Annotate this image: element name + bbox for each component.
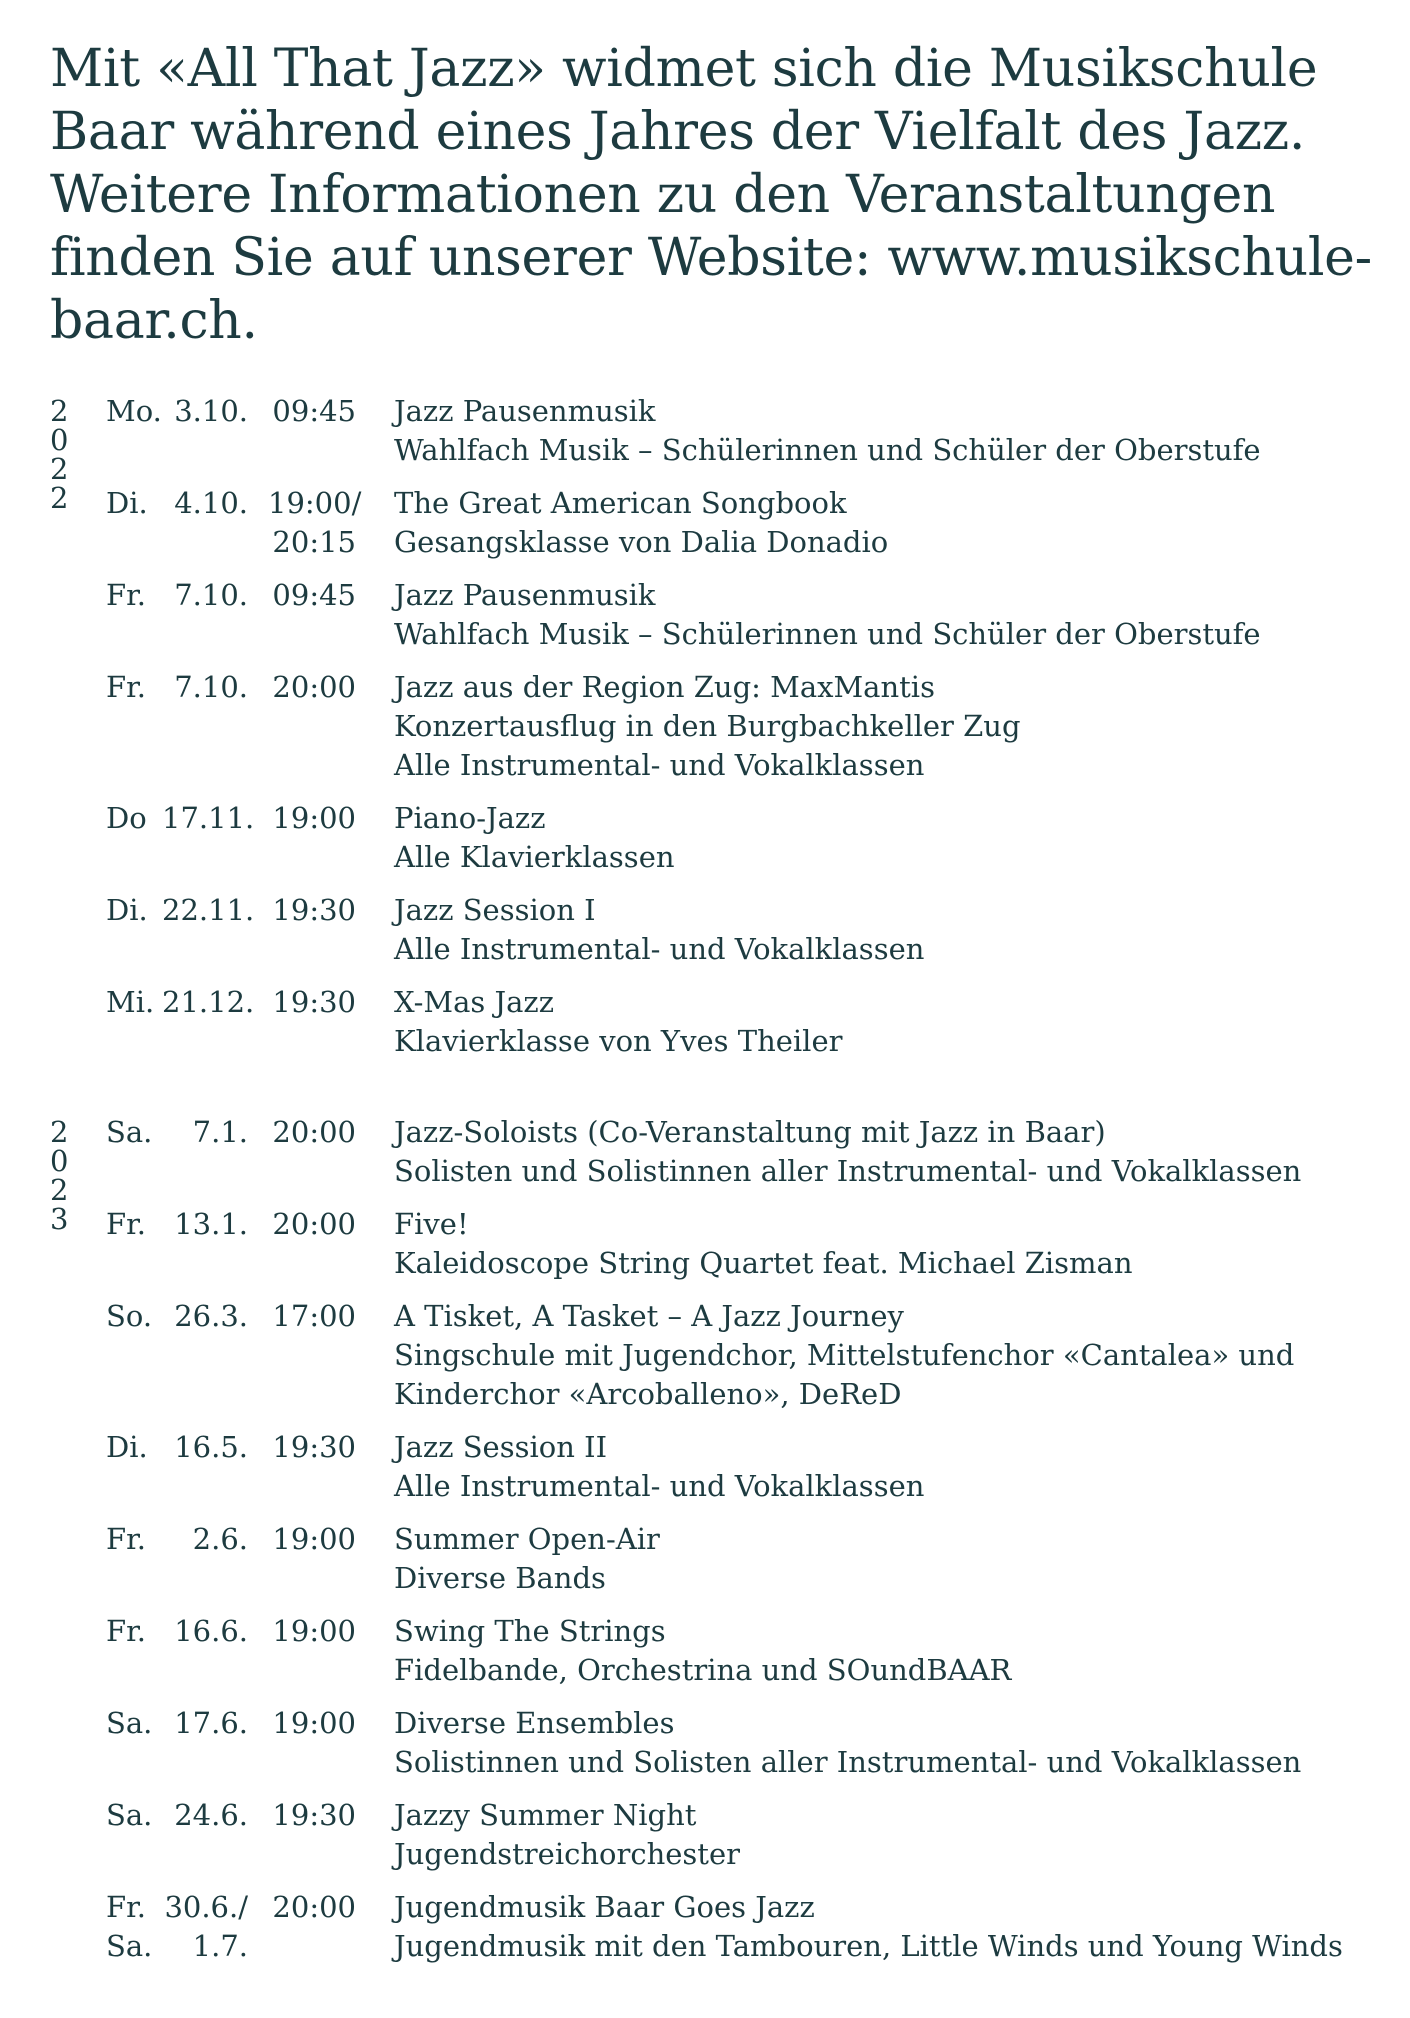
event-description-line: Solistinnen und Solisten aller Instrumental- und Vokalklassen [394,1745,1302,1779]
year-digit: 2 [50,394,69,428]
event-description-line: Fidelbande, Orchestrina und SOundBAAR [394,1653,1012,1687]
event-day-line: Sa. [106,1929,153,1963]
event-row [106,1520,1390,1598]
event-day-line: Mo. [106,394,162,428]
event-schedule [50,392,1390,2018]
event-description-line: Jazz aus der Region Zug: MaxMantis [394,670,935,704]
event-row [106,1704,1390,1782]
event-description-line: A Tisket, A Tasket – A Jazz Journey [394,1299,904,1333]
event-time-line: 19:00 [272,1614,356,1648]
event-date [162,392,268,470]
event-date-line: 4.10. [174,486,248,520]
event-description-line: Alle Instrumental- und Vokalklassen [394,748,925,782]
event-day-line: Fr. [106,1522,147,1556]
event-description-line: Jazz-Soloists (Co-Veranstaltung mit Jazz in Baar) [394,1115,1106,1149]
event-date-line: 16.6. [174,1614,248,1648]
event-day-line: Do [106,801,147,835]
event-description [394,1520,1390,1598]
event-date [162,1205,268,1283]
event-time [268,392,394,470]
event-day-line: Sa. [106,1798,153,1832]
event-time-line: 19:00 [272,801,356,835]
event-date-line: 2.6. [192,1522,248,1556]
year-digit: 2 [50,452,69,486]
event-day [106,799,162,877]
event-time-line: 09:45 [272,394,356,428]
event-time [268,1428,394,1506]
event-time [268,983,394,1061]
event-row [106,392,1390,470]
year-block [50,1113,1390,1980]
event-day [106,1428,162,1506]
year-block [50,392,1390,1075]
event-date-line: 16.5. [174,1430,248,1464]
event-description-line: Diverse Bands [394,1561,606,1595]
event-description [394,576,1390,654]
event-time-line: 20:15 [272,525,356,559]
event-row [106,1113,1390,1191]
event-description-line: Alle Instrumental- und Vokalklassen [394,1469,925,1503]
event-date [162,891,268,969]
event-time [268,1297,394,1414]
event-day [106,891,162,969]
event-date-line: 7.1. [192,1115,248,1149]
event-date [162,1297,268,1414]
event-description [394,1704,1390,1782]
event-description-line: Swing The Strings [394,1614,666,1648]
event-day-line: Sa. [106,1706,153,1740]
event-day-line: Di. [106,893,148,927]
event-date [162,576,268,654]
event-date-line: 3.10. [174,394,248,428]
event-time [268,1520,394,1598]
event-description-line: The Great American Songbook [394,486,847,520]
event-day-line: Sa. [106,1115,153,1149]
event-day-line: Fr. [106,578,147,612]
event-description-line: Klavierklasse von Yves Theiler [394,1024,843,1058]
event-description [394,392,1390,470]
event-day-line: Fr. [106,1614,147,1648]
event-date-line: 1.7. [192,1929,248,1963]
event-description-line: Diverse Ensembles [394,1706,675,1740]
intro-text: Mit «All That Jazz» widmet sich die Musikschule Baar während eines Jahres der Vielfalt des Jazz. Weitere Informationen zu den Veranstaltungen finden Sie auf unserer Website: www.musikschule-baar.ch. [50,39,1372,351]
event-time [268,484,394,562]
event-description-line: Konzertausflug in den Burgbachkeller Zug [394,709,1021,743]
event-date [162,1428,268,1506]
event-description-line: Summer Open-Air [394,1522,660,1556]
event-row [106,1796,1390,1874]
event-row [106,891,1390,969]
event-description-line: Wahlfach Musik – Schülerinnen und Schüler der Oberstufe [394,433,1261,467]
event-description-line: X-Mas Jazz [394,985,554,1019]
event-date-line: 7.10. [174,670,248,704]
event-description [394,1612,1390,1690]
event-description [394,668,1390,785]
event-date-line: 13.1. [174,1207,248,1241]
event-row [106,576,1390,654]
event-description [394,1297,1390,1414]
event-description-line: Five! [394,1207,469,1241]
event-day-line: Fr. [106,670,147,704]
event-time [268,799,394,877]
event-day [106,983,162,1061]
event-description-line: Jazz Pausenmusik [394,578,656,612]
event-date-line: 17.11. [162,801,255,835]
event-date-line: 24.6. [174,1798,248,1832]
event-description-line: Singschule mit Jugendchor, Mittelstufenchor «Cantalea» und [394,1338,1295,1372]
event-time [268,1704,394,1782]
event-description [394,1113,1390,1191]
event-day [106,1796,162,1874]
event-row [106,1297,1390,1414]
year-digit: 2 [50,1115,69,1149]
event-description-line: Jugendmusik Baar Goes Jazz [394,1890,815,1924]
event-row [106,1205,1390,1283]
event-date [162,668,268,785]
event-day [106,1520,162,1598]
event-time-line: 19:30 [272,985,356,1019]
event-day-line: So. [106,1299,153,1333]
event-date-line: 22.11. [162,893,255,927]
event-time [268,1205,394,1283]
event-description-line: Jazz Session II [394,1430,608,1464]
event-description-line: Jugendstreichorchester [394,1837,740,1871]
event-description [394,1888,1390,1966]
event-time-line: 19:30 [272,893,356,927]
event-day-line: Fr. [106,1890,147,1924]
event-date-line: 21.12. [162,985,255,1019]
event-description-line: Kinderchor «Arcoballeno», DeReD [394,1377,902,1411]
event-description-line: Solisten und Solistinnen aller Instrumental- und Vokalklassen [394,1154,1302,1188]
event-day [106,1297,162,1414]
event-day [106,1113,162,1191]
year-digit: 3 [50,1202,69,1236]
year-label [50,1113,106,1980]
event-date [162,1612,268,1690]
event-date [162,1520,268,1598]
event-description [394,1796,1390,1874]
event-date [162,983,268,1061]
event-date-line: 30.6./ [164,1890,248,1924]
event-time-line: 19:00/ [268,486,362,520]
event-description [394,799,1390,877]
event-row [106,484,1390,562]
event-description [394,1205,1390,1283]
event-row [106,1428,1390,1506]
event-time-line: 09:45 [272,578,356,612]
event-day [106,668,162,785]
event-date-line: 17.6. [174,1706,248,1740]
event-day [106,392,162,470]
event-description-line: Alle Klavierklassen [394,840,675,874]
event-description-line: Alle Instrumental- und Vokalklassen [394,932,925,966]
event-description [394,983,1390,1061]
event-date [162,799,268,877]
event-day [106,1888,162,1966]
event-description-line: Piano-Jazz [394,801,546,835]
event-time-line: 19:30 [272,1798,356,1832]
event-time [268,1612,394,1690]
event-time-line: 20:00 [272,1890,356,1924]
event-time [268,891,394,969]
event-row [106,1888,1390,1966]
event-day [106,576,162,654]
event-date [162,1796,268,1874]
event-description [394,484,1390,562]
event-date [162,1704,268,1782]
event-row [106,1612,1390,1690]
event-day-line: Di. [106,1430,148,1464]
event-date-line: 7.10. [174,578,248,612]
event-time-line: 17:00 [272,1299,356,1333]
event-row [106,799,1390,877]
event-description-line: Jazz Session I [394,893,596,927]
event-time [268,1113,394,1191]
event-time-line: 20:00 [272,1207,356,1241]
year-label [50,392,106,1075]
event-time [268,576,394,654]
event-time [268,1888,394,1966]
event-date [162,1888,268,1966]
event-day-line: Mi. [106,985,155,1019]
year-digit: 2 [50,481,69,515]
event-description [394,891,1390,969]
event-description-line: Jazz Pausenmusik [394,394,656,428]
year-digit: 0 [50,1144,69,1178]
event-time-line: 19:00 [272,1522,356,1556]
event-date [162,1113,268,1191]
event-time-line: 20:00 [272,670,356,704]
event-description-line: Wahlfach Musik – Schülerinnen und Schüler der Oberstufe [394,617,1261,651]
event-description-line: Gesangsklasse von Dalia Donadio [394,525,889,559]
event-date-line: 26.3. [174,1299,248,1333]
event-time-line: 20:00 [272,1115,356,1149]
event-description-line: Jazzy Summer Night [394,1798,697,1832]
year-digit: 0 [50,423,69,457]
event-day [106,1704,162,1782]
event-time [268,668,394,785]
event-day [106,1205,162,1283]
event-day-line: Di. [106,486,148,520]
event-day [106,484,162,562]
year-digit: 2 [50,1173,69,1207]
event-description-line: Kaleidoscope String Quartet feat. Michael Zisman [394,1246,1133,1280]
event-row [106,668,1390,785]
event-day-line: Fr. [106,1207,147,1241]
event-time [268,1796,394,1874]
event-time-line: 19:00 [272,1706,356,1740]
event-description-line: Jugendmusik mit den Tambouren, Little Winds und Young Winds [394,1929,1343,1963]
event-description [394,1428,1390,1506]
event-date [162,484,268,562]
event-time-line: 19:30 [272,1430,356,1464]
event-day [106,1612,162,1690]
event-row [106,983,1390,1061]
